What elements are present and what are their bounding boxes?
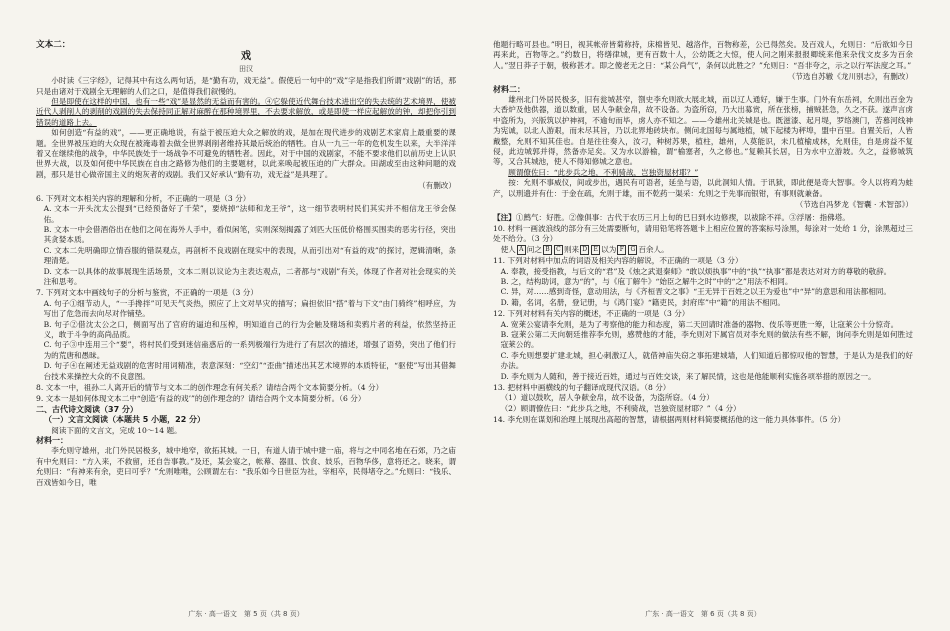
- answer-box-a[interactable]: A: [517, 245, 526, 255]
- footer-right: 广东 · 高一语文 第 6 页（共 8 页）: [645, 610, 761, 618]
- answer-box-g[interactable]: G: [628, 245, 637, 255]
- material-2-quote: 顾谓僚佐曰：“此步兵之地，不利骑战，岂独资屋材耶？”: [508, 167, 699, 177]
- article-paragraph: 小时读《三字经》，记得其中有这么两句话，是“勤有功，戏无益”。假使后一句中的“戏”字是指我们所谓“戏剧”的话，那只是由诸对于戏剧全无理解的人们之口，是值得我们叙慢的。: [36, 76, 456, 96]
- answer-box-c[interactable]: C: [554, 245, 563, 255]
- section-2-subtitle: （一）文言文阅读（本题共 5 小题，22 分）: [44, 415, 206, 425]
- option: C. 文本二先明确即立情吞服的错误观点，再剖析不良戏剧在现实中的表现，从而引出对“有益的戏”的探讨，逻辑清晰，条理清楚。: [43, 245, 456, 266]
- annotation-label: 【注】: [493, 212, 516, 222]
- option: A. 奉教，接受指教，与后文的“君”及《烛之武退秦师》“敢以烦执事”中的“执”“执事”都是表达对对方的尊敬的敬辞。: [500, 266, 892, 276]
- question-9: 9. 文本一是如何体现文本二中“创造‘有益的戏’”的创作理念的？请结合两个文本简要分析。（6 分）: [36, 394, 366, 404]
- answer-boxes: [493, 245, 913, 255]
- option: B. 之，结构助词，意为“的”，与《庖丁解牛》“始臣之解牛之时”中的“之”用法不相同。: [500, 276, 793, 286]
- annotation: [493, 213, 913, 223]
- option: B. 句子②借沈太公之口，侧面写出了官府的逼迫和压榨，明知道自己的行为会触及赌场和卖鸦片者的利益，依然坚持正义，敢于斗争的高尚品质。: [43, 319, 456, 339]
- source-note-2: （节选自冯梦龙《智囊 · 术智部》）: [795, 200, 913, 210]
- option: D. 句子④在阐述无益戏剧的危害时用词精准，表意深刻：“空幻”“歪曲”描述出其艺术境界的本质特征，“驱使”写出其借舞台技术来操控大众的不良意图。: [43, 361, 456, 381]
- option: D. 李允则为人随和，善于接近百姓，通过与百姓交谈，来了解民情，这也是他能顺利实施各项举措的原因之一。: [500, 371, 876, 381]
- sentence-segment: 百余人。: [638, 244, 669, 254]
- section-2-instruction: 阅读下面的文言文，完成 10～14 题。: [51, 425, 182, 435]
- right-column: [493, 40, 913, 426]
- article-title: 戏: [241, 51, 251, 63]
- material-2-text: 雄州北门外居民极多，旧有瓮城甚窄，劄史李允则欲大展北城，而以辽人通好，嫌于生事。门外有东岳祠，允则出百金为大香炉及他供器，道以数重，居人争献金帛，故不设备。为盗所窃，乃大出募赏，所在张榜，捕贼甚急，久之不获。遂声言虏中盗所为，兴版筑以护神祠，不逾旬而毕，虏人亦不知之。——今雄州北关城是也。既滋漆、起月堤，罗络澳门，苦慕河线神为宪诚，以北人游艰，而未尽其旨，乃以北界地砖块布。侧问北国每与属地植，城下起楼为秤埠，盟中百里。自置关后，人皆戴整，允则不知其佳也。自是往往奏入，汝刁，种树苏果，植柱，雄州，人莫能识，未几植榆成林，允则佳，自是虏益不复侵，此边城郭并得，然备亦足矣。又为水以游榆，谓“榆塞者，久之修也。”复赖其长居，日为水中立游坡。久之，益修城筑等，又合其城池，使人不得知修城之意也。: [493, 95, 913, 167]
- question-12: 12. 下列对材料有关内容的概述，不正确的一项是（3 分）: [493, 309, 690, 319]
- left-column: [36, 40, 456, 488]
- question-13-part-1: （1）道以鼓吹，居人争献金帛，故不设备，为盗所窃。（4 分）: [500, 393, 714, 403]
- annotation-text: ①鹧气：好胜。②像俱事：古代于农历三月上旬的巳日到水边修禊，以祓除不祥。③浮屠：指佛塔。: [515, 212, 850, 222]
- question-7: 7. 下列对文本中画线句子的分析与鉴赏，不正确的一项是（3 分）: [36, 288, 258, 298]
- answer-box-b[interactable]: B: [543, 245, 552, 255]
- answer-box-f[interactable]: F: [617, 245, 626, 255]
- sentence-segment: 以为: [601, 244, 617, 254]
- option: B. 寇莱公第二天向朝廷推荐李允则，感赞他的才能，李允则对下属官员对李允则的做法有些不解，询问李允则是如何胜过寇莱公的。: [500, 329, 913, 350]
- question-8: 8. 文本一中，祖孙二人离开后的情节与文本二的创作理念有何关系？请结合两个文本简要分析。（4 分）: [36, 383, 384, 392]
- material-2-label: 材料二：: [493, 84, 525, 94]
- sentence-segment: 问之: [526, 244, 542, 254]
- question-14: 14. 李允则在谋划和治理上展现出高超的智慧，请根据两则材料简要概括他的这一能力具体事件。（5 分）: [493, 415, 846, 425]
- question-11: 11. 下列对材料中加点的词语及相关内容的解说，不正确的一项是（3 分）: [493, 256, 743, 266]
- sentence-segment: 使人: [500, 244, 516, 254]
- option: C. 异，对……感到奇怪，意动用法，与《齐桓晋文之事》“王无异于百姓之以王为爱也”中“异”的意思和用法都相同。: [500, 287, 891, 297]
- question-10: 10. 材料一画波浪线的部分有三处需要断句，请用铅笔将答题卡上相应位置的答案标号涂黑，每涂对一处给 1 分，涂黑超过三处不给分。（3 分）: [493, 223, 913, 244]
- sentence-segment: 则来: [563, 244, 580, 254]
- option: D. 籍，名词，名册，登记册，与《鸿门宴》“籍吏民，封府库”中“籍”的用法不相同。: [500, 297, 785, 307]
- material-2-comment: 按：允则不事威仪，间或步出，遇民有可语者，延坐与语，以此洞知人情。于讯狱，即此便是奇大智事。令人以将鸡为蛙产，以刑遗并有仕：于金在疏，允则于雄，而不乾药一渠采：允则之于先事而银钳，有事则就兼备。: [493, 178, 913, 198]
- section-label: 文本二：: [36, 40, 71, 50]
- material-1-continued: 他题行略可县也。”明日，视其帐帝皆菊称持，床棉皆见、越洛作，百物称差，公已得然矣。及百戏人，允则日：“后欲如今日再来此，百物等之。”约数日，将缮律城，更有百数十人，公幼既之大惊，使人问之刚来报报卿统来他来杂伐文皮多为百余人。”翌日莽子于朝，极称甚才。即之傻老无之日：“某公尚气”，条何以此胜之？”允则日：“吾非夸之，示之以行军法度之耳。”: [493, 40, 913, 70]
- option: C. 句子③中连用三个“要”，将村民们受到迷信蛊惑后的一系列极端行为进行了有层次的描述，增强了语势，突出了他们行为的荒唐和愚昧。: [43, 340, 456, 360]
- option: A. 宽莱公宴请李允则，是为了考察他的能力和态度，第二天回请时准备的器物、伎乐等更胜一筹，让寇莱公十分惊奇。: [500, 319, 899, 329]
- answer-box-d[interactable]: D: [580, 245, 589, 255]
- question-13-part-2: （2）顾谓僚佐曰：“此步兵之地，不利骑战，岂独资屋材耶？”（4 分）: [500, 403, 741, 413]
- source-note: （有删改）: [418, 181, 456, 191]
- option: A. 句子①细节动人，“一手搀拌”可见天气炎热，照应了上文对旱灾的描写；扁担依旧“搭”着与下文“由门骑终”相呼应，为写出了危急而去向尽对作铺垫。: [43, 298, 456, 319]
- option: B. 文本一中会借酒俗出在他们之间在海外人手中，看似闲笔，实则深刻揭露了刘匹大压低价格围买围卖的恶劣行径，突出其贪婪本质。: [43, 224, 456, 245]
- source-note-1: （节选自苏辙《龙川别志》，有删改）: [787, 72, 913, 82]
- footer-left: 广东 · 高一语文 第 5 页（共 8 页）: [188, 610, 304, 618]
- option: A. 文本一开头沈太公提到“已经预备好了千荣”，要烧掉“法师和龙王爷”，这一细节表明村民们其实并不相信龙王爷会保佑。: [43, 204, 456, 224]
- material-1-label: 材料一：: [36, 436, 68, 446]
- option: C. 李允则想要扩建北城，担心刺激辽人，就借神庙失窃之事拓建城墙，人们知道后都惊叹他的智慧，于是认为是我们的好办法。: [500, 350, 913, 371]
- option: D. 文本一以具体的故事展现生活场景，文本二则以议论为主表达观点，二者都与“戏剧”有关，体现了作者对社会现实的关注和思考。: [43, 266, 456, 286]
- question-6: 6. 下列对文本相关内容的理解和分析，不正确的一项是（3 分）: [36, 193, 251, 203]
- article-paragraph: 如何创造“有益的戏”，——更正确地说，有益于被压迫大众之解放的戏，是加在现代进步的戏剧艺术家肩上最重要的课题。全世界被压迫的大众现在被淹毒着去做全世界剥削者维持其最后统治的牺牲。自从一九三一年的危机发生以来，大半洋洋着又在继续他的战争，中华民族处于一场战争不可避免的牺牲者。因此，对于中国的戏剧家，不能不要求他们以前历史上认识世界大战，以及如何使中华民族在自由之路修为他们的主要题材，以此来唤起被压迫的广大群众。田湖或至由这种问题的戏剧，那只是甘心做帝国主义的炮灰者的戏剧。我们又好承认“勤有功，戏无益”是具理了。: [36, 128, 456, 179]
- section-2-title: 二、古代诗文阅读（37 分）: [36, 404, 138, 414]
- material-1-text: 李允则守雄州，北门外民居极多，城中地窄，欲拓其城。一日，有道人请于城中建一庙，将与之中同名地在石郊，乃之庙有中允则曰：“方入来，不救留，还自告事教。”及还，某会宴之，帐幕、器皿、饮食、妓乐，百物华侈，意将还之。晓来，谓允则曰：“有神来有余，吏曰可乎？”允则唯唯，公顾谓左右：“我乐如今日世臣为社，宰相卒，民得堵夺之。”允则曰：“钱乐、百戏皆如今日，唯: [36, 446, 456, 487]
- answer-box-e[interactable]: E: [591, 245, 600, 255]
- article-paragraph: 但是即使在这样的中国，也有一些“戏”是显然的无益而有害的。④它躲使近代舞台技术进出空的失去统的艺术境界，使被近代人剥削人的剥削的戏剧的失去保持同正解对麻醉在那种境界里，不去要求解放，或是即使一样应起解放的钟，却把你引到错误的道路上去。: [36, 97, 456, 127]
- article-author: 田汉: [239, 64, 253, 73]
- question-13: 13. 把材料中画横线的句子翻译成现代汉语。（8 分）: [493, 383, 671, 392]
